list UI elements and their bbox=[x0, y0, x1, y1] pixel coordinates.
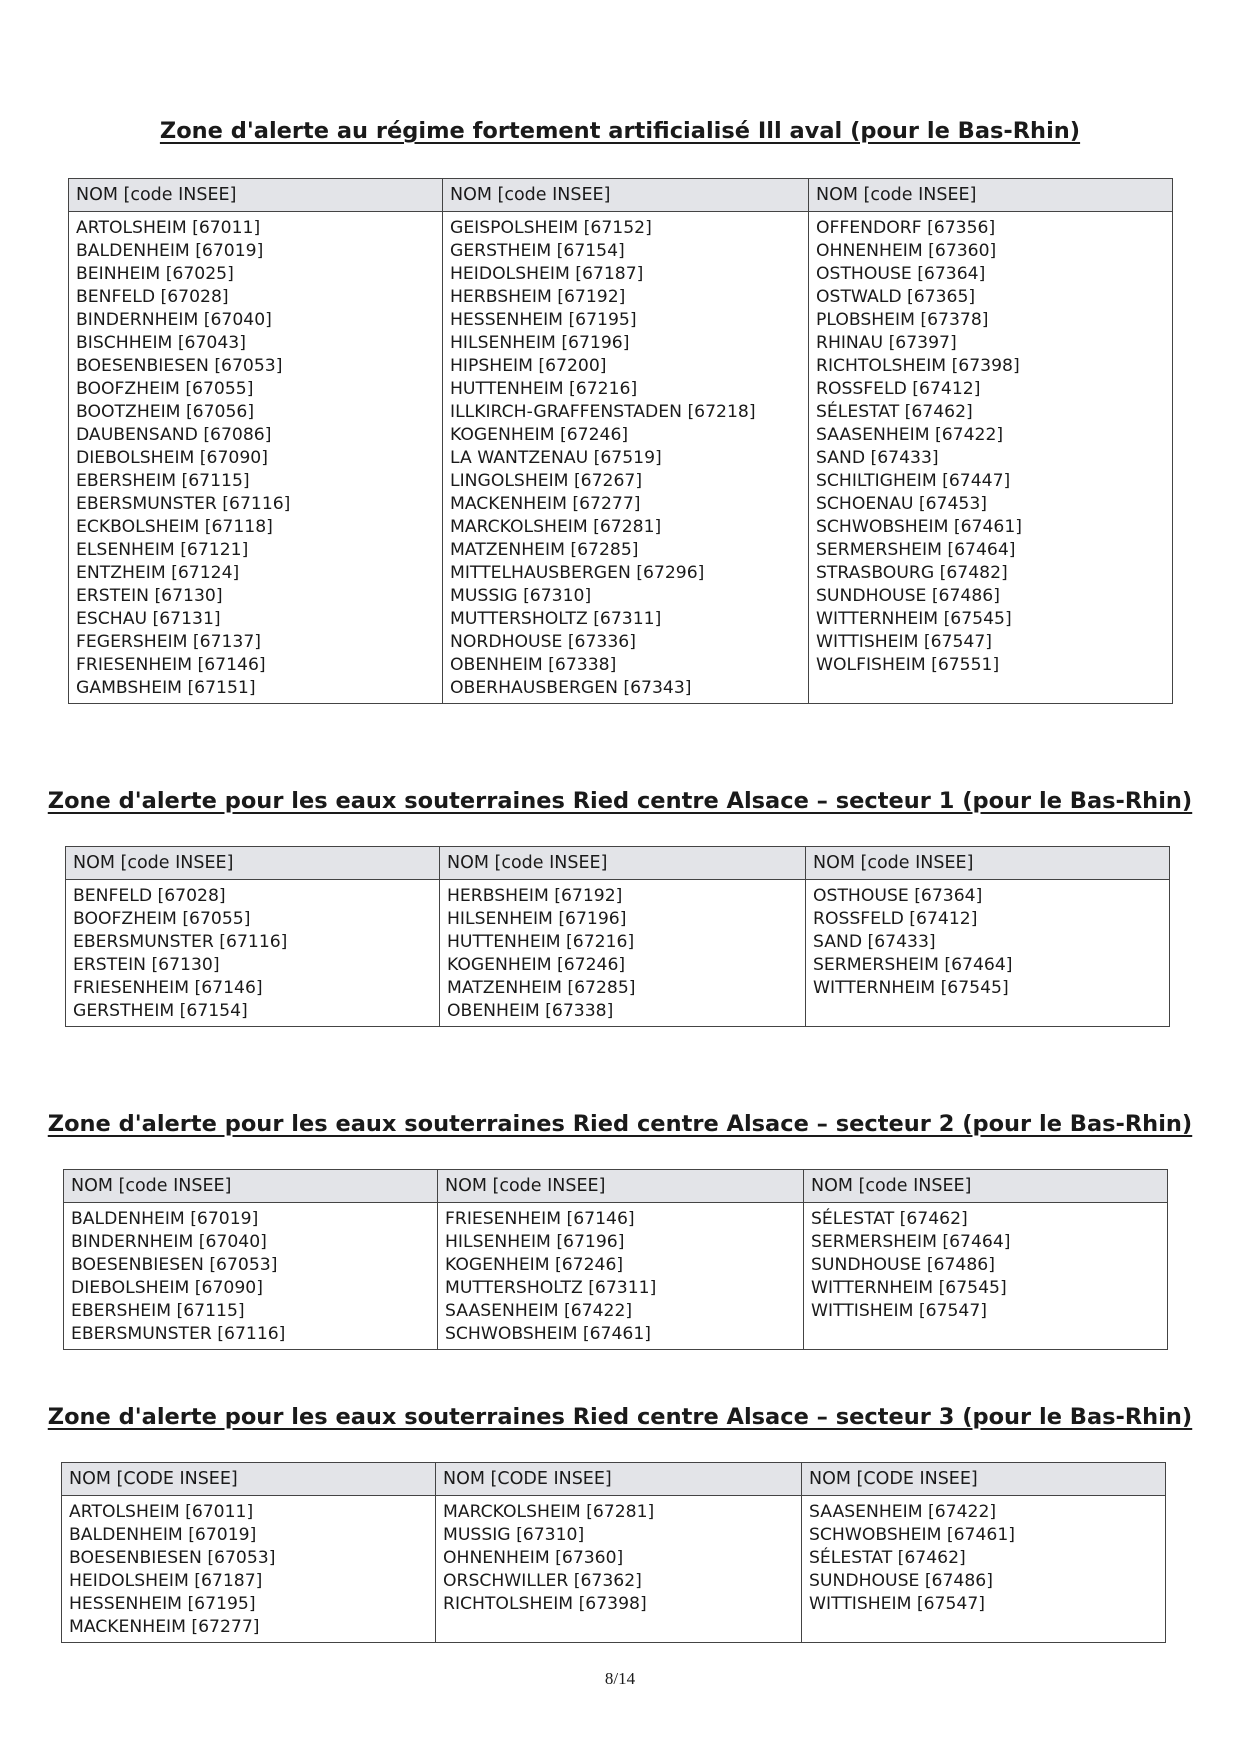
table-row bbox=[66, 880, 1170, 1027]
zone-table bbox=[61, 1462, 1166, 1643]
commune-column bbox=[66, 880, 440, 1027]
column-header: NOM [code INSEE] bbox=[443, 179, 809, 212]
commune-entry: ESCHAU [67131] bbox=[76, 609, 221, 629]
commune-entry: ECKBOLSHEIM [67118] bbox=[76, 517, 273, 537]
commune-entry: SAND [67433] bbox=[813, 932, 936, 952]
commune-entry: SÉLESTAT [67462] bbox=[809, 1548, 966, 1568]
commune-entry: HEIDOLSHEIM [67187] bbox=[450, 264, 644, 284]
commune-column bbox=[443, 212, 809, 704]
commune-entry: MUSSIG [67310] bbox=[450, 586, 592, 606]
commune-entry: MUTTERSHOLTZ [67311] bbox=[445, 1278, 657, 1298]
column-header: NOM [code INSEE] bbox=[806, 847, 1170, 880]
zone-title: Zone d'alerte pour les eaux souterraines Ried centre Alsace – secteur 1 (pour le Bas-Rhin) bbox=[47, 788, 1193, 814]
commune-entry: SAASENHEIM [67422] bbox=[816, 425, 1004, 445]
commune-column bbox=[64, 1203, 438, 1350]
commune-entry: BOESENBIESEN [67053] bbox=[71, 1255, 278, 1275]
commune-entry: FRIESENHEIM [67146] bbox=[445, 1209, 635, 1229]
commune-column bbox=[806, 880, 1170, 1027]
commune-entry: EBERSHEIM [67115] bbox=[76, 471, 250, 491]
commune-column bbox=[62, 1496, 436, 1643]
commune-entry: MATZENHEIM [67285] bbox=[450, 540, 639, 560]
commune-entry: FRIESENHEIM [67146] bbox=[73, 978, 263, 998]
commune-entry: SCHILTIGHEIM [67447] bbox=[816, 471, 1011, 491]
commune-entry: SUNDHOUSE [67486] bbox=[809, 1571, 993, 1591]
commune-entry: HILSENHEIM [67196] bbox=[445, 1232, 625, 1252]
commune-entry: EBERSMUNSTER [67116] bbox=[71, 1324, 286, 1344]
commune-entry: HILSENHEIM [67196] bbox=[447, 909, 627, 929]
commune-entry: WITTERNHEIM [67545] bbox=[813, 978, 1009, 998]
commune-entry: WITTISHEIM [67547] bbox=[816, 632, 992, 652]
commune-entry: BOOTZHEIM [67056] bbox=[76, 402, 255, 422]
commune-entry: ROSSFELD [67412] bbox=[813, 909, 978, 929]
commune-entry: BISCHHEIM [67043] bbox=[76, 333, 246, 353]
commune-entry: BOESENBIESEN [67053] bbox=[69, 1548, 276, 1568]
column-header: NOM [code INSEE] bbox=[804, 1170, 1168, 1203]
commune-entry: MACKENHEIM [67277] bbox=[69, 1617, 260, 1637]
column-header: NOM [code INSEE] bbox=[66, 847, 440, 880]
commune-column bbox=[440, 880, 806, 1027]
column-header: NOM [code INSEE] bbox=[438, 1170, 804, 1203]
commune-entry: LA WANTZENAU [67519] bbox=[450, 448, 662, 468]
commune-entry: OHNENHEIM [67360] bbox=[443, 1548, 624, 1568]
zone-title: Zone d'alerte pour les eaux souterraines Ried centre Alsace – secteur 2 (pour le Bas-Rhin) bbox=[47, 1111, 1193, 1137]
commune-entry: WITTISHEIM [67547] bbox=[809, 1594, 985, 1614]
commune-entry: RICHTOLSHEIM [67398] bbox=[443, 1594, 647, 1614]
commune-entry: GERSTHEIM [67154] bbox=[450, 241, 625, 261]
commune-entry: ILLKIRCH-GRAFFENSTADEN [67218] bbox=[450, 402, 756, 422]
commune-entry: BALDENHEIM [67019] bbox=[69, 1525, 257, 1545]
commune-entry: SAASENHEIM [67422] bbox=[445, 1301, 633, 1321]
commune-entry: HESSENHEIM [67195] bbox=[69, 1594, 256, 1614]
table-header-row bbox=[66, 847, 1170, 880]
commune-column bbox=[69, 212, 443, 704]
commune-entry: DAUBENSAND [67086] bbox=[76, 425, 272, 445]
commune-entry: SAASENHEIM [67422] bbox=[809, 1502, 997, 1522]
commune-entry: BOESENBIESEN [67053] bbox=[76, 356, 283, 376]
commune-entry: HUTTENHEIM [67216] bbox=[450, 379, 638, 399]
table-header-row bbox=[62, 1463, 1166, 1496]
commune-entry: KOGENHEIM [67246] bbox=[450, 425, 629, 445]
commune-entry: HILSENHEIM [67196] bbox=[450, 333, 630, 353]
commune-entry: SERMERSHEIM [67464] bbox=[813, 955, 1013, 975]
commune-entry: OSTHOUSE [67364] bbox=[813, 886, 983, 906]
commune-entry: MUTTERSHOLTZ [67311] bbox=[450, 609, 662, 629]
commune-entry: SERMERSHEIM [67464] bbox=[811, 1232, 1011, 1252]
column-header: NOM [CODE INSEE] bbox=[436, 1463, 802, 1496]
commune-entry: SÉLESTAT [67462] bbox=[816, 402, 973, 422]
commune-entry: SÉLESTAT [67462] bbox=[811, 1209, 968, 1229]
commune-entry: BENFELD [67028] bbox=[73, 886, 226, 906]
column-header: NOM [code INSEE] bbox=[69, 179, 443, 212]
commune-entry: SCHWOBSHEIM [67461] bbox=[816, 517, 1022, 537]
commune-column bbox=[438, 1203, 804, 1350]
commune-entry: EBERSMUNSTER [67116] bbox=[76, 494, 291, 514]
zone-title: Zone d'alerte pour les eaux souterraines Ried centre Alsace – secteur 3 (pour le Bas-Rhin) bbox=[47, 1404, 1193, 1430]
commune-entry: SUNDHOUSE [67486] bbox=[816, 586, 1000, 606]
commune-entry: HIPSHEIM [67200] bbox=[450, 356, 607, 376]
commune-entry: NORDHOUSE [67336] bbox=[450, 632, 636, 652]
commune-entry: ARTOLSHEIM [67011] bbox=[69, 1502, 254, 1522]
commune-entry: FEGERSHEIM [67137] bbox=[76, 632, 262, 652]
commune-entry: ELSENHEIM [67121] bbox=[76, 540, 249, 560]
commune-entry: GERSTHEIM [67154] bbox=[73, 1001, 248, 1021]
table-header-row bbox=[64, 1170, 1168, 1203]
commune-entry: MACKENHEIM [67277] bbox=[450, 494, 641, 514]
commune-entry: SCHOENAU [67453] bbox=[816, 494, 987, 514]
commune-entry: SAND [67433] bbox=[816, 448, 939, 468]
commune-entry: OHNENHEIM [67360] bbox=[816, 241, 997, 261]
commune-column bbox=[802, 1496, 1166, 1643]
commune-entry: BALDENHEIM [67019] bbox=[71, 1209, 259, 1229]
commune-entry: MUSSIG [67310] bbox=[443, 1525, 585, 1545]
commune-entry: HESSENHEIM [67195] bbox=[450, 310, 637, 330]
table-row bbox=[64, 1203, 1168, 1350]
zone-table bbox=[68, 178, 1173, 704]
commune-entry: MARCKOLSHEIM [67281] bbox=[450, 517, 662, 537]
commune-entry: MITTELHAUSBERGEN [67296] bbox=[450, 563, 705, 583]
commune-entry: HERBSHEIM [67192] bbox=[450, 287, 626, 307]
commune-entry: WITTISHEIM [67547] bbox=[811, 1301, 987, 1321]
commune-entry: BINDERNHEIM [67040] bbox=[71, 1232, 267, 1252]
commune-entry: BALDENHEIM [67019] bbox=[76, 241, 264, 261]
commune-entry: ENTZHEIM [67124] bbox=[76, 563, 240, 583]
commune-entry: ARTOLSHEIM [67011] bbox=[76, 218, 261, 238]
column-header: NOM [code INSEE] bbox=[440, 847, 806, 880]
commune-entry: BEINHEIM [67025] bbox=[76, 264, 234, 284]
commune-entry: BINDERNHEIM [67040] bbox=[76, 310, 272, 330]
commune-entry: EBERSHEIM [67115] bbox=[71, 1301, 245, 1321]
commune-entry: DIEBOLSHEIM [67090] bbox=[76, 448, 268, 468]
table-row bbox=[62, 1496, 1166, 1643]
commune-entry: RHINAU [67397] bbox=[816, 333, 957, 353]
commune-entry: EBERSMUNSTER [67116] bbox=[73, 932, 288, 952]
commune-entry: GEISPOLSHEIM [67152] bbox=[450, 218, 652, 238]
commune-entry: HERBSHEIM [67192] bbox=[447, 886, 623, 906]
commune-entry: SCHWOBSHEIM [67461] bbox=[809, 1525, 1015, 1545]
zone-table bbox=[63, 1169, 1168, 1350]
commune-entry: KOGENHEIM [67246] bbox=[447, 955, 626, 975]
commune-entry: ERSTEIN [67130] bbox=[73, 955, 220, 975]
commune-entry: SERMERSHEIM [67464] bbox=[816, 540, 1016, 560]
commune-entry: ROSSFELD [67412] bbox=[816, 379, 981, 399]
commune-entry: ORSCHWILLER [67362] bbox=[443, 1571, 642, 1591]
commune-entry: OSTWALD [67365] bbox=[816, 287, 976, 307]
commune-entry: MATZENHEIM [67285] bbox=[447, 978, 636, 998]
commune-entry: LINGOLSHEIM [67267] bbox=[450, 471, 643, 491]
column-header: NOM [CODE INSEE] bbox=[62, 1463, 436, 1496]
commune-entry: SUNDHOUSE [67486] bbox=[811, 1255, 995, 1275]
column-header: NOM [CODE INSEE] bbox=[802, 1463, 1166, 1496]
commune-column bbox=[436, 1496, 802, 1643]
commune-entry: WITTERNHEIM [67545] bbox=[816, 609, 1012, 629]
commune-entry: WOLFISHEIM [67551] bbox=[816, 655, 1000, 675]
page-number: 8/14 bbox=[604, 1669, 636, 1688]
commune-entry: OFFENDORF [67356] bbox=[816, 218, 996, 238]
table-header-row bbox=[69, 179, 1173, 212]
commune-entry: GAMBSHEIM [67151] bbox=[76, 678, 256, 698]
commune-column bbox=[804, 1203, 1168, 1350]
commune-entry: DIEBOLSHEIM [67090] bbox=[71, 1278, 263, 1298]
commune-entry: BENFELD [67028] bbox=[76, 287, 229, 307]
commune-entry: OBERHAUSBERGEN [67343] bbox=[450, 678, 692, 698]
commune-column bbox=[809, 212, 1173, 704]
commune-entry: STRASBOURG [67482] bbox=[816, 563, 1008, 583]
table-row bbox=[69, 212, 1173, 704]
commune-entry: PLOBSHEIM [67378] bbox=[816, 310, 989, 330]
commune-entry: HEIDOLSHEIM [67187] bbox=[69, 1571, 263, 1591]
commune-entry: MARCKOLSHEIM [67281] bbox=[443, 1502, 655, 1522]
commune-entry: FRIESENHEIM [67146] bbox=[76, 655, 266, 675]
commune-entry: BOOFZHEIM [67055] bbox=[76, 379, 254, 399]
commune-entry: SCHWOBSHEIM [67461] bbox=[445, 1324, 651, 1344]
commune-entry: ERSTEIN [67130] bbox=[76, 586, 223, 606]
zone-table bbox=[65, 846, 1170, 1027]
commune-entry: OBENHEIM [67338] bbox=[450, 655, 617, 675]
commune-entry: RICHTOLSHEIM [67398] bbox=[816, 356, 1020, 376]
commune-entry: BOOFZHEIM [67055] bbox=[73, 909, 251, 929]
commune-entry: OSTHOUSE [67364] bbox=[816, 264, 986, 284]
commune-entry: HUTTENHEIM [67216] bbox=[447, 932, 635, 952]
column-header: NOM [code INSEE] bbox=[809, 179, 1173, 212]
commune-entry: KOGENHEIM [67246] bbox=[445, 1255, 624, 1275]
commune-entry: OBENHEIM [67338] bbox=[447, 1001, 614, 1021]
commune-entry: WITTERNHEIM [67545] bbox=[811, 1278, 1007, 1298]
column-header: NOM [code INSEE] bbox=[64, 1170, 438, 1203]
zone-title: Zone d'alerte au régime fortement artificialisé Ill aval (pour le Bas-Rhin) bbox=[159, 118, 1081, 144]
